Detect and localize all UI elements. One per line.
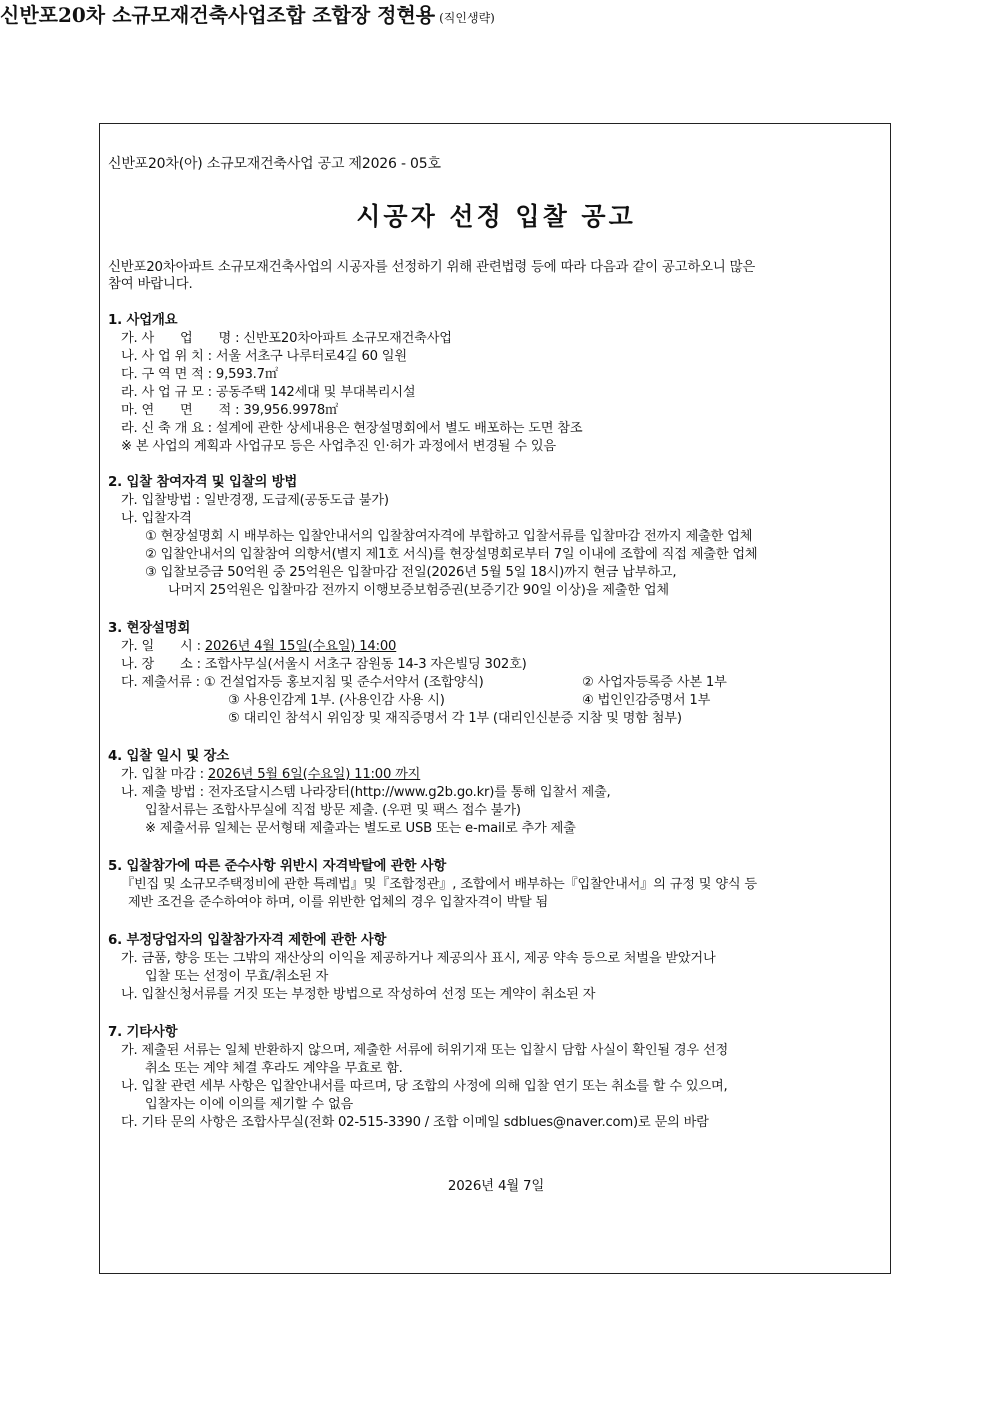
s3-docs-item: ⑤ 대리인 참석시 위임장 및 재직증명서 각 1부 (대리인신분증 지참 및 명함 첨부) <box>228 711 682 726</box>
section-6-title: 6. 부정당업자의 입찰참가자격 제한에 관한 사항 <box>108 933 387 948</box>
s3-place-line: 나. 장 소 : 조합사무실(서울시 서초구 잠원동 14-3 자은빌딩 302호) <box>121 657 527 672</box>
section-1-title: 1. 사업개요 <box>108 313 178 328</box>
signer-name: 신반포20차 소규모재건축사업조합 조합장 정현용 <box>0 3 436 27</box>
signature-line <box>0 0 992 33</box>
s2-qualification: ① 현장설명회 시 배부하는 입찰안내서의 입찰참여자격에 부합하고 입찰서류를 입찰마감 전까지 제출한 업체 <box>145 529 753 544</box>
s3-datetime-value: 2026년 4월 15일(수요일) 14:00 <box>204 639 397 654</box>
s5-line: 『빈집 및 소규모주택정비에 관한 특례법』및『조합정관』, 조합에서 배부하는『입찰안내서』의 규정 및 양식 등 <box>121 877 757 892</box>
s6-line-cont: 입찰 또는 선정이 무효/취소된 자 <box>145 969 329 984</box>
section-7-title: 7. 기타사항 <box>108 1025 178 1040</box>
s2-qualification-cont: 나머지 25억원은 입찰마감 전까지 이행보증보험증권(보증기간 90일 이상)을 제출한 업체 <box>168 583 669 598</box>
section-4-title: 4. 입찰 일시 및 장소 <box>108 749 229 764</box>
s3-docs-item: ③ 사용인감계 1부. (사용인감 사용 시) <box>228 693 445 708</box>
s6-line: 가. 금품, 향응 또는 그밖의 재산상의 이익을 제공하거나 제공의사 표시, 제공 약속 등으로 처벌을 받았거나 <box>121 951 716 966</box>
s3-docs-item: ④ 법인인감증명서 1부 <box>582 693 711 708</box>
intro-line-1: 신반포20차아파트 소규모재건축사업의 시공자를 선정하기 위해 관련법령 등에 따라 다음과 같이 공고하오니 많은 <box>108 260 756 275</box>
seal-note: (직인생략) <box>439 11 495 25</box>
s1-line: 라. 사 업 규 모 : 공동주택 142세대 및 부대복리시설 <box>121 385 416 400</box>
announcement-date: 2026년 4월 7일 <box>447 1179 545 1194</box>
notice-number: 신반포20차(아) 소규모재건축사업 공고 제2026 - 05호 <box>108 156 441 172</box>
s7-line: 가. 제출된 서류는 일체 반환하지 않으며, 제출한 서류에 허위기재 또는 입찰시 담합 사실이 확인될 경우 선정 <box>121 1043 729 1058</box>
s1-line: 라. 신 축 개 요 : 설계에 관한 상세내용은 현장설명회에서 별도 배포하는 도면 참조 <box>121 421 583 436</box>
s7-line-cont: 입찰자는 이에 이의를 제기할 수 없음 <box>145 1097 354 1112</box>
s2-qualification: ③ 입찰보증금 50억원 중 25억원은 입찰마감 전일(2026년 5월 5일 18시)까지 현금 납부하고, <box>145 565 677 580</box>
s7-line: 나. 입찰 관련 세부 사항은 입찰안내서를 따르며, 당 조합의 사정에 의해 입찰 연기 또는 취소를 할 수 있으며, <box>121 1079 728 1094</box>
s4-deadline-value: 2026년 5월 6일(수요일) 11:00 까지 <box>207 767 421 782</box>
document-title: 시공자 선정 입찰 공고 <box>356 202 636 231</box>
s7-line-cont: 취소 또는 계약 체결 후라도 계약을 무효로 함. <box>145 1061 403 1076</box>
s4-deadline-label: 가. 입찰 마감 : <box>121 767 208 782</box>
s4-deadline-line <box>121 766 420 784</box>
s3-datetime-label: 가. 일 시 : <box>121 639 205 654</box>
section-5-title: 5. 입찰참가에 따른 준수사항 위반시 자격박탈에 관한 사항 <box>108 859 447 874</box>
s2-line: 나. 입찰자격 <box>121 511 192 526</box>
s4-method-cont: 입찰서류는 조합사무실에 직접 방문 제출. (우편 및 팩스 접수 불가) <box>145 803 521 818</box>
s1-line: 마. 연 면 적 : 39,956.9978㎡ <box>121 403 339 418</box>
s6-line: 나. 입찰신청서류를 거짓 또는 부정한 방법으로 작성하여 선정 또는 계약이 취소된 자 <box>121 987 596 1002</box>
s3-datetime-line <box>121 638 396 656</box>
s2-qualification: ② 입찰안내서의 입찰참여 의향서(별지 제1호 서식)를 현장설명회로부터 7일 이내에 조합에 직접 제출한 업체 <box>145 547 758 562</box>
s3-docs-line: 다. 제출서류 : ① 건설업자등 홍보지침 및 준수서약서 (조합양식) <box>121 675 484 690</box>
s5-line: 제반 조건을 준수하여야 하며, 이를 위반한 업체의 경우 입찰자격이 박탈 됨 <box>128 895 549 910</box>
s1-line: 가. 사 업 명 : 신반포20차아파트 소규모재건축사업 <box>121 331 452 346</box>
section-2-title: 2. 입찰 참여자격 및 입찰의 방법 <box>108 475 298 490</box>
s1-line: 나. 사 업 위 치 : 서울 서초구 나루터로4길 60 일원 <box>121 349 407 364</box>
s1-note: ※ 본 사업의 계획과 사업규모 등은 사업추진 인·허가 과정에서 변경될 수 있음 <box>121 439 556 454</box>
section-3-title: 3. 현장설명회 <box>108 621 191 636</box>
s2-line: 가. 입찰방법 : 일반경쟁, 도급제(공동도급 불가) <box>121 493 389 508</box>
s4-note: ※ 제출서류 일체는 문서형태 제출과는 별도로 USB 또는 e-mail로 추가 제출 <box>145 821 576 836</box>
s1-line: 다. 구 역 면 적 : 9,593.7㎡ <box>121 367 278 382</box>
s3-docs-item: ② 사업자등록증 사본 1부 <box>582 675 727 690</box>
s4-method-line: 나. 제출 방법 : 전자조달시스템 나라장터(http://www.g2b.go.kr)를 통해 입찰서 제출, <box>121 785 611 800</box>
intro-line-2: 참여 바랍니다. <box>108 277 193 292</box>
s7-line: 다. 기타 문의 사항은 조합사무실(전화 02-515-3390 / 조합 이메일 sdblues@naver.com)로 문의 바람 <box>121 1115 709 1130</box>
